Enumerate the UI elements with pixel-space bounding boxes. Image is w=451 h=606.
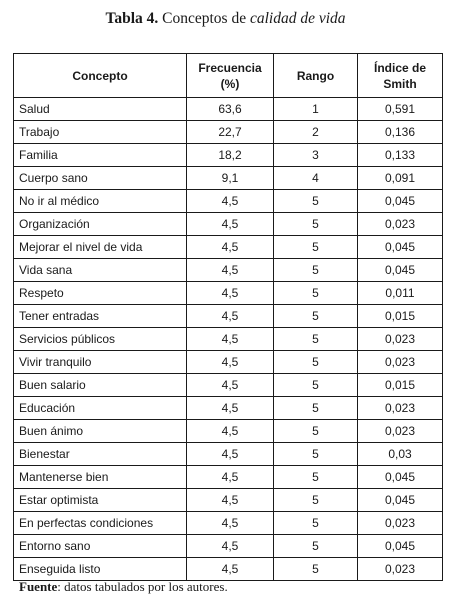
frecuencia-cell: 4,5 <box>187 466 274 489</box>
header-frecuencia-label: Frecuencia (%) <box>198 60 262 91</box>
frecuencia-cell: 4,5 <box>187 420 274 443</box>
frecuencia-cell: 22,7 <box>187 121 274 144</box>
concepto-cell: Bienestar <box>14 443 187 466</box>
indice-smith-cell: 0,045 <box>358 535 443 558</box>
frecuencia-cell: 4,5 <box>187 213 274 236</box>
table-row <box>14 259 443 282</box>
table-number: Tabla 4. <box>105 10 159 27</box>
rango-cell: 5 <box>274 236 358 259</box>
rango-cell: 3 <box>274 144 358 167</box>
rango-cell: 5 <box>274 190 358 213</box>
rango-cell: 5 <box>274 420 358 443</box>
indice-smith-cell: 0,045 <box>358 190 443 213</box>
table-row <box>14 374 443 397</box>
indice-smith-cell: 0,136 <box>358 121 443 144</box>
indice-smith-cell: 0,023 <box>358 512 443 535</box>
indice-smith-cell: 0,023 <box>358 328 443 351</box>
frecuencia-cell: 4,5 <box>187 489 274 512</box>
frecuencia-cell: 4,5 <box>187 512 274 535</box>
frecuencia-cell: 4,5 <box>187 535 274 558</box>
table-row <box>14 282 443 305</box>
frecuencia-cell: 4,5 <box>187 259 274 282</box>
frecuencia-cell: 4,5 <box>187 351 274 374</box>
indice-smith-cell: 0,045 <box>358 236 443 259</box>
frecuencia-cell: 63,6 <box>187 98 274 121</box>
rango-cell: 2 <box>274 121 358 144</box>
indice-smith-cell: 0,045 <box>358 489 443 512</box>
rango-cell: 5 <box>274 374 358 397</box>
header-rango: Rango <box>274 54 358 98</box>
rango-cell: 5 <box>274 305 358 328</box>
rango-cell: 5 <box>274 535 358 558</box>
rango-cell: 5 <box>274 282 358 305</box>
frecuencia-cell: 4,5 <box>187 236 274 259</box>
table-body <box>14 98 443 581</box>
rango-cell: 5 <box>274 397 358 420</box>
table-row <box>14 144 443 167</box>
rango-cell: 5 <box>274 328 358 351</box>
table-row <box>14 535 443 558</box>
data-table <box>13 53 443 581</box>
concepto-cell: Buen salario <box>14 374 187 397</box>
table-source <box>19 578 228 596</box>
table-row <box>14 351 443 374</box>
rango-cell: 5 <box>274 443 358 466</box>
source-text: : datos tabulados por los autores. <box>57 579 228 594</box>
rango-cell: 5 <box>274 558 358 581</box>
table-row <box>14 213 443 236</box>
frecuencia-cell: 4,5 <box>187 305 274 328</box>
rango-cell: 5 <box>274 466 358 489</box>
concepto-cell: Buen ánimo <box>14 420 187 443</box>
concepto-cell: Vivir tranquilo <box>14 351 187 374</box>
indice-smith-cell: 0,023 <box>358 397 443 420</box>
source-label: Fuente <box>19 579 58 594</box>
table-row <box>14 489 443 512</box>
table-title <box>0 6 451 32</box>
table-title-text: Conceptos de <box>162 10 247 27</box>
concepto-cell: Mejorar el nivel de vida <box>14 236 187 259</box>
frecuencia-cell: 4,5 <box>187 397 274 420</box>
concepto-cell: Mantenerse bien <box>14 466 187 489</box>
rango-cell: 5 <box>274 489 358 512</box>
rango-cell: 5 <box>274 351 358 374</box>
header-row <box>14 54 443 98</box>
header-frecuencia <box>187 54 274 98</box>
header-concepto: Concepto <box>14 54 187 98</box>
concepto-cell: Salud <box>14 98 187 121</box>
rango-cell: 5 <box>274 259 358 282</box>
rango-cell: 1 <box>274 98 358 121</box>
rango-cell: 5 <box>274 213 358 236</box>
concepto-cell: Entorno sano <box>14 535 187 558</box>
indice-smith-cell: 0,133 <box>358 144 443 167</box>
table-row <box>14 512 443 535</box>
frecuencia-cell: 4,5 <box>187 282 274 305</box>
frecuencia-cell: 9,1 <box>187 167 274 190</box>
table-row <box>14 328 443 351</box>
concepto-cell: Organización <box>14 213 187 236</box>
frecuencia-cell: 4,5 <box>187 374 274 397</box>
concepto-cell: Educación <box>14 397 187 420</box>
concepto-cell: Enseguida listo <box>14 558 187 581</box>
indice-smith-cell: 0,011 <box>358 282 443 305</box>
indice-smith-cell: 0,023 <box>358 558 443 581</box>
frecuencia-cell: 4,5 <box>187 190 274 213</box>
indice-smith-cell: 0,015 <box>358 305 443 328</box>
concepto-cell: Respeto <box>14 282 187 305</box>
concepto-cell: Vida sana <box>14 259 187 282</box>
rango-cell: 4 <box>274 167 358 190</box>
indice-smith-cell: 0,045 <box>358 259 443 282</box>
indice-smith-cell: 0,023 <box>358 420 443 443</box>
table-row <box>14 121 443 144</box>
table-row <box>14 167 443 190</box>
header-indice-smith-label: Índice de Smith <box>373 60 426 91</box>
table-row <box>14 397 443 420</box>
indice-smith-cell: 0,023 <box>358 351 443 374</box>
table-row <box>14 443 443 466</box>
table-row <box>14 305 443 328</box>
concepto-cell: Tener entradas <box>14 305 187 328</box>
indice-smith-cell: 0,03 <box>358 443 443 466</box>
indice-smith-cell: 0,015 <box>358 374 443 397</box>
table-row <box>14 190 443 213</box>
indice-smith-cell: 0,091 <box>358 167 443 190</box>
concepto-cell: No ir al médico <box>14 190 187 213</box>
table-row <box>14 98 443 121</box>
indice-smith-cell: 0,591 <box>358 98 443 121</box>
table-row <box>14 420 443 443</box>
table-header <box>14 54 443 98</box>
indice-smith-cell: 0,023 <box>358 213 443 236</box>
frecuencia-cell: 4,5 <box>187 558 274 581</box>
concepto-cell: Servicios públicos <box>14 328 187 351</box>
frecuencia-cell: 4,5 <box>187 328 274 351</box>
frecuencia-cell: 4,5 <box>187 443 274 466</box>
header-indice-smith <box>358 54 443 98</box>
rango-cell: 5 <box>274 512 358 535</box>
table-title-italic: calidad de vida <box>249 10 346 27</box>
concepto-cell: Cuerpo sano <box>14 167 187 190</box>
table-row <box>14 236 443 259</box>
frecuencia-cell: 18,2 <box>187 144 274 167</box>
concepto-cell: En perfectas condiciones <box>14 512 187 535</box>
indice-smith-cell: 0,045 <box>358 466 443 489</box>
concepto-cell: Estar optimista <box>14 489 187 512</box>
concepto-cell: Trabajo <box>14 121 187 144</box>
concepto-cell: Familia <box>14 144 187 167</box>
table-row <box>14 466 443 489</box>
